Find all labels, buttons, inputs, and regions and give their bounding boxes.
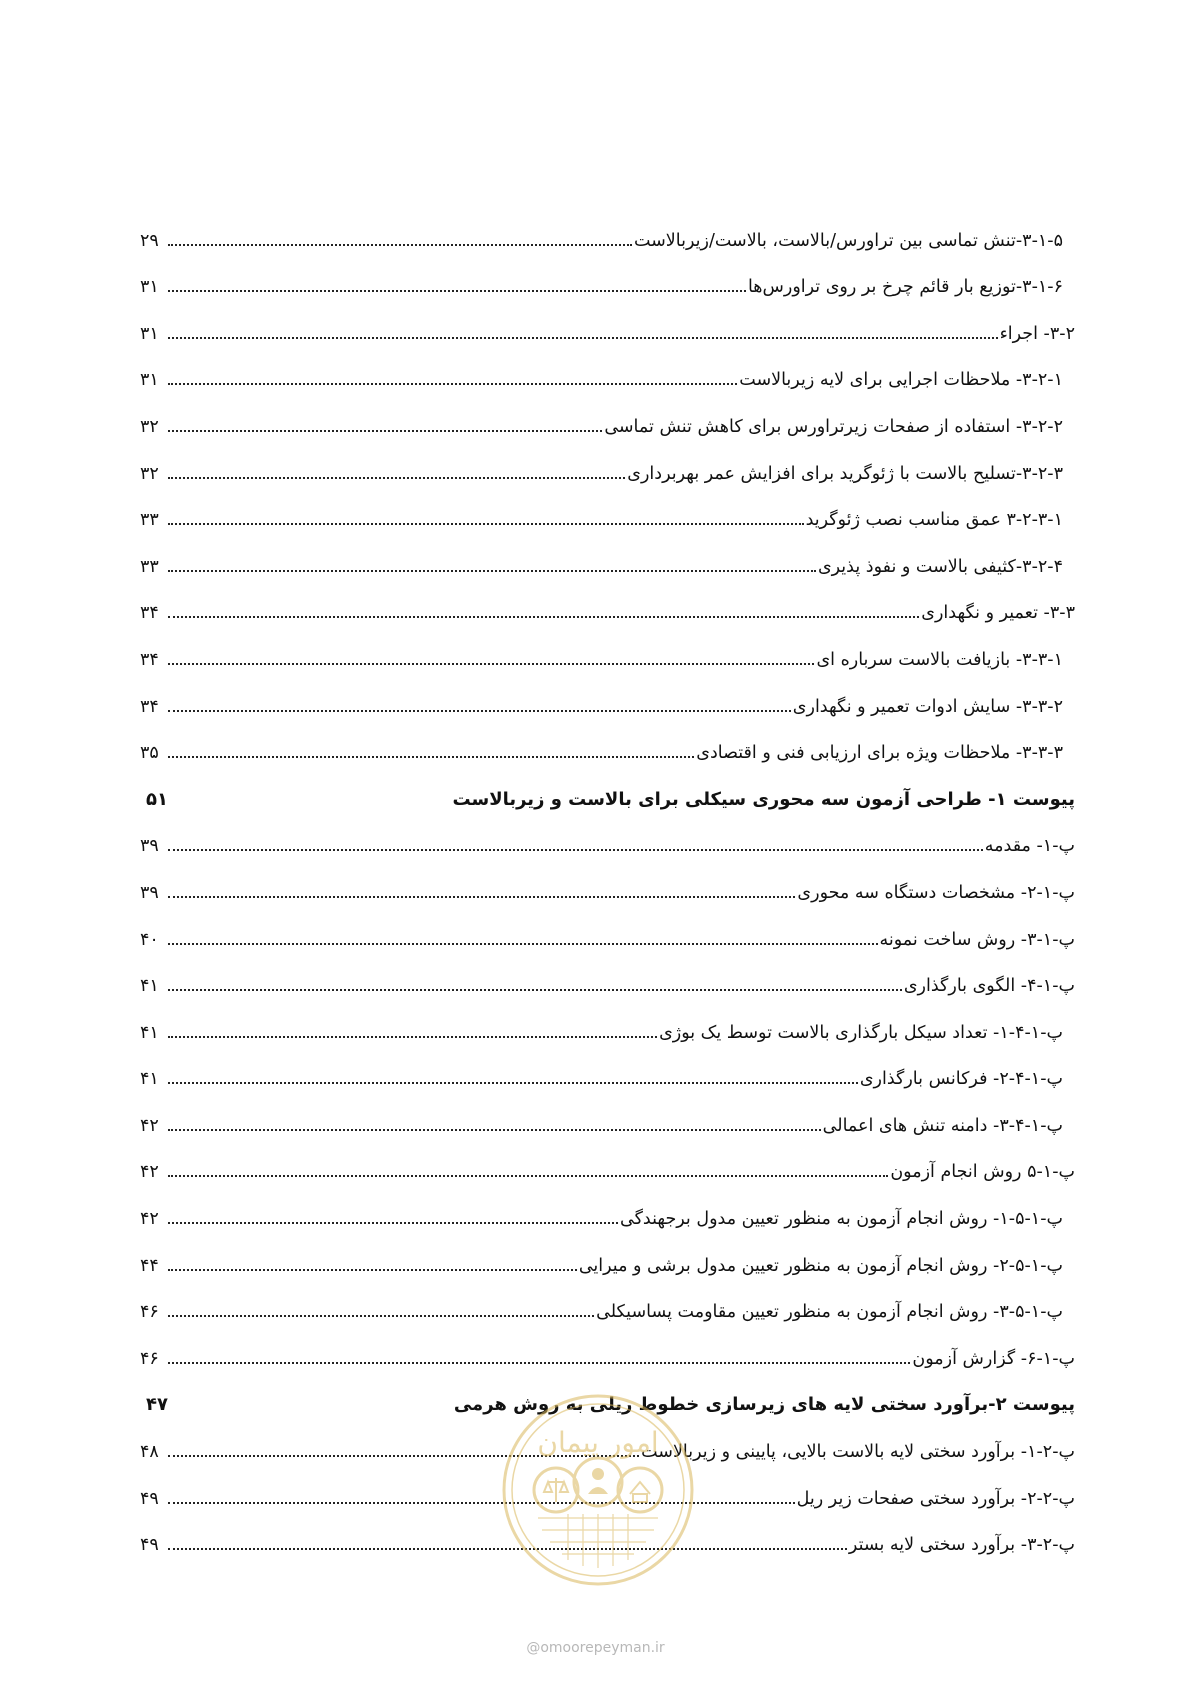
toc-entry-page: ۳۹ <box>140 836 159 857</box>
toc-entry[interactable] <box>140 257 1075 304</box>
toc-entry-title: ۳-۲-۱- ملاحظات اجرایی برای لایه زیربالاست <box>739 370 1063 391</box>
toc-entry-page: ۳۴ <box>140 696 159 717</box>
toc-entry[interactable] <box>140 396 1075 443</box>
toc-entry-page: ۳۴ <box>140 649 159 670</box>
dot-leader <box>168 1362 910 1364</box>
toc-entry-page: ۴۲ <box>140 1209 159 1230</box>
toc-entry-page: ۳۳ <box>140 556 159 577</box>
dot-leader <box>168 1175 888 1177</box>
toc-entry-page: ۴۸ <box>140 1442 159 1463</box>
toc-entry-title: پ-۱- مقدمه <box>984 836 1075 857</box>
toc-entry[interactable] <box>140 536 1075 583</box>
toc-entry-page: ۳۵ <box>140 743 159 764</box>
toc-entry-page: ۴۴ <box>140 1255 159 1276</box>
toc-entry-page: ۲۹ <box>140 230 159 251</box>
toc-entry-title: ۳-۳- تعمیر و نگهداری <box>921 603 1075 624</box>
dot-leader <box>168 570 816 572</box>
house-icon <box>630 1482 650 1502</box>
toc-entry[interactable] <box>140 1282 1075 1329</box>
toc-entry-page: ۴۱ <box>140 976 159 997</box>
dot-leader <box>168 1502 795 1504</box>
toc-entry[interactable] <box>140 1328 1075 1375</box>
toc-entry[interactable] <box>140 350 1075 397</box>
toc-entry-page: ۴۶ <box>140 1302 159 1323</box>
toc-entry[interactable] <box>140 862 1075 909</box>
toc-entry-title: ۳-۲- اجراء <box>999 323 1075 344</box>
dot-leader <box>168 1222 618 1224</box>
toc-entry[interactable] <box>140 490 1075 537</box>
toc-entry-page: ۴۰ <box>140 929 159 950</box>
toc-entry-page: ۴۲ <box>140 1162 159 1183</box>
toc-entry[interactable] <box>140 1235 1075 1282</box>
dot-leader <box>168 849 983 851</box>
toc-entry[interactable] <box>140 1049 1075 1096</box>
toc-entry[interactable] <box>140 816 1075 863</box>
toc-entry-page: ۳۱ <box>140 323 159 344</box>
toc-entry-title: پ-۱-۴-۲- فرکانس بارگذاری <box>859 1069 1063 1090</box>
toc-entry[interactable] <box>140 1095 1075 1142</box>
watermark-logo <box>498 1390 698 1590</box>
dot-leader <box>168 756 694 758</box>
toc-entry-title: پ-۱-۵ روش انجام آزمون <box>890 1162 1075 1183</box>
toc-entry-title: پ-۲-۳- برآورد سختی لایه بستر <box>848 1535 1075 1556</box>
toc-entry-title: ۳-۲-۴-کثیفی بالاست و نفوذ پذیری <box>817 556 1063 577</box>
person-icon <box>588 1468 608 1494</box>
toc-entry-page: ۴۶ <box>140 1348 159 1369</box>
dot-leader <box>168 943 878 945</box>
toc-entry-title: پ-۱-۵-۱- روش انجام آزمون به منظور تعیین مدول برجهندگی <box>620 1209 1063 1230</box>
toc-entry-title: پ-۱-۵-۲- روش انجام آزمون به منظور تعیین مدول برشی و میرایی <box>578 1255 1063 1276</box>
dot-leader <box>168 710 791 712</box>
toc-entry[interactable] <box>140 1002 1075 1049</box>
toc-entry-page: ۳۲ <box>140 416 159 437</box>
toc-entry-page: ۴۹ <box>140 1488 159 1509</box>
toc-entry-page: ۳۱ <box>140 277 159 298</box>
toc-entry-title: پ-۱-۵-۳- روش انجام آزمون به منظور تعیین مقاومت پساسیکلی <box>596 1302 1063 1323</box>
dot-leader <box>168 1036 657 1038</box>
toc-entry-title: ۳-۳-۳- ملاحظات ویژه برای ارزیابی فنی و اقتصادی <box>696 743 1063 764</box>
toc-entry[interactable] <box>140 909 1075 956</box>
toc-entry-title: ۳-۲-۲- استفاده از صفحات زیرتراورس برای کاهش تنش تماسی <box>604 416 1063 437</box>
toc-appendix-heading[interactable] <box>140 769 1075 816</box>
scales-icon <box>544 1478 568 1502</box>
table-of-contents <box>140 210 1075 1561</box>
toc-entry-title: پ-۲-۲- برآورد سختی صفحات زیر ریل <box>796 1488 1075 1509</box>
toc-entry-title: پ-۲-۱- برآورد سختی لایه بالاست بالایی، پایینی و زیربالاست <box>641 1442 1075 1463</box>
toc-entry-page: ۳۴ <box>140 603 159 624</box>
dot-leader <box>168 896 795 898</box>
toc-entry[interactable] <box>140 676 1075 723</box>
toc-entry-page: ۳۱ <box>140 370 159 391</box>
toc-entry-page: ۵۱ <box>146 788 168 810</box>
dot-leader <box>168 1269 577 1271</box>
toc-entry-title: ۳-۲-۳-۱ عمق مناسب نصب ژئوگرید <box>805 510 1063 531</box>
footer-url[interactable]: @omoorepeyman.ir <box>526 1640 665 1656</box>
toc-entry-title: پ-۱-۲- مشخصات دستگاه سه محوری <box>797 882 1075 903</box>
toc-entry[interactable] <box>140 583 1075 630</box>
toc-entry[interactable] <box>140 956 1075 1003</box>
toc-entry[interactable] <box>140 1188 1075 1235</box>
toc-entry-title: پیوست ۲-برآورد سختی لایه های زیرسازی خطوط ریلی به روش هرمی <box>453 1394 1075 1416</box>
dot-leader <box>168 616 919 618</box>
dot-leader <box>168 430 602 432</box>
toc-entry-title: ۳-۳-۲- سایش ادوات تعمیر و نگهداری <box>792 696 1063 717</box>
dot-leader <box>168 244 632 246</box>
watermark-text: امور پیمان <box>537 1426 659 1459</box>
toc-entry-title: پیوست ۱- طراحی آزمون سه محوری سیکلی برای بالاست و زیربالاست <box>452 788 1075 810</box>
toc-entry-title: پ-۱-۳- روش ساخت نمونه <box>879 929 1075 950</box>
dot-leader <box>168 1082 858 1084</box>
toc-entry-page: ۴۷ <box>146 1394 168 1416</box>
dot-leader <box>168 290 746 292</box>
toc-entry-title: ۳-۳-۱- بازیافت بالاست سرباره ای <box>816 649 1063 670</box>
toc-entry-page: ۴۱ <box>140 1022 159 1043</box>
toc-entry[interactable] <box>140 210 1075 257</box>
toc-entry[interactable] <box>140 723 1075 770</box>
toc-entry-title: پ-۱-۴- الگوی بارگذاری <box>903 976 1075 997</box>
toc-entry-title: ۳-۲-۳-تسلیح بالاست با ژئوگرید برای افزایش عمر بهربرداری <box>627 463 1063 484</box>
toc-entry[interactable] <box>140 303 1075 350</box>
toc-entry-page: ۳۹ <box>140 882 159 903</box>
toc-entry-page: ۳۳ <box>140 510 159 531</box>
toc-entry-title: پ-۱-۴-۳- دامنه تنش های اعمالی <box>822 1115 1063 1136</box>
dot-leader <box>168 663 814 665</box>
dot-leader <box>168 1129 821 1131</box>
dot-leader <box>168 1315 594 1317</box>
toc-entry-page: ۴۱ <box>140 1069 159 1090</box>
toc-entry-page: ۳۲ <box>140 463 159 484</box>
toc-entry-page: ۴۹ <box>140 1535 159 1556</box>
toc-entry[interactable] <box>140 443 1075 490</box>
toc-entry[interactable] <box>140 1142 1075 1189</box>
grid-pattern <box>538 1514 658 1568</box>
dot-leader <box>168 989 902 991</box>
dot-leader <box>168 383 737 385</box>
dot-leader <box>168 337 998 339</box>
toc-entry[interactable] <box>140 629 1075 676</box>
toc-entry-title: پ-۱-۶- گزارش آزمون <box>912 1348 1075 1369</box>
toc-entry-title: ۳-۱-۶-توزیع بار قائم چرخ بر روی تراورس‌ها <box>747 277 1063 298</box>
dot-leader <box>168 523 804 525</box>
toc-entry-title: ۳-۱-۵-تنش تماسی بین تراورس/بالاست، بالاست/زیربالاست <box>633 230 1063 251</box>
toc-entry-title: پ-۱-۴-۱- تعداد سیکل بارگذاری بالاست توسط یک بوژی <box>659 1022 1063 1043</box>
toc-entry-page: ۴۲ <box>140 1115 159 1136</box>
dot-leader <box>168 477 625 479</box>
